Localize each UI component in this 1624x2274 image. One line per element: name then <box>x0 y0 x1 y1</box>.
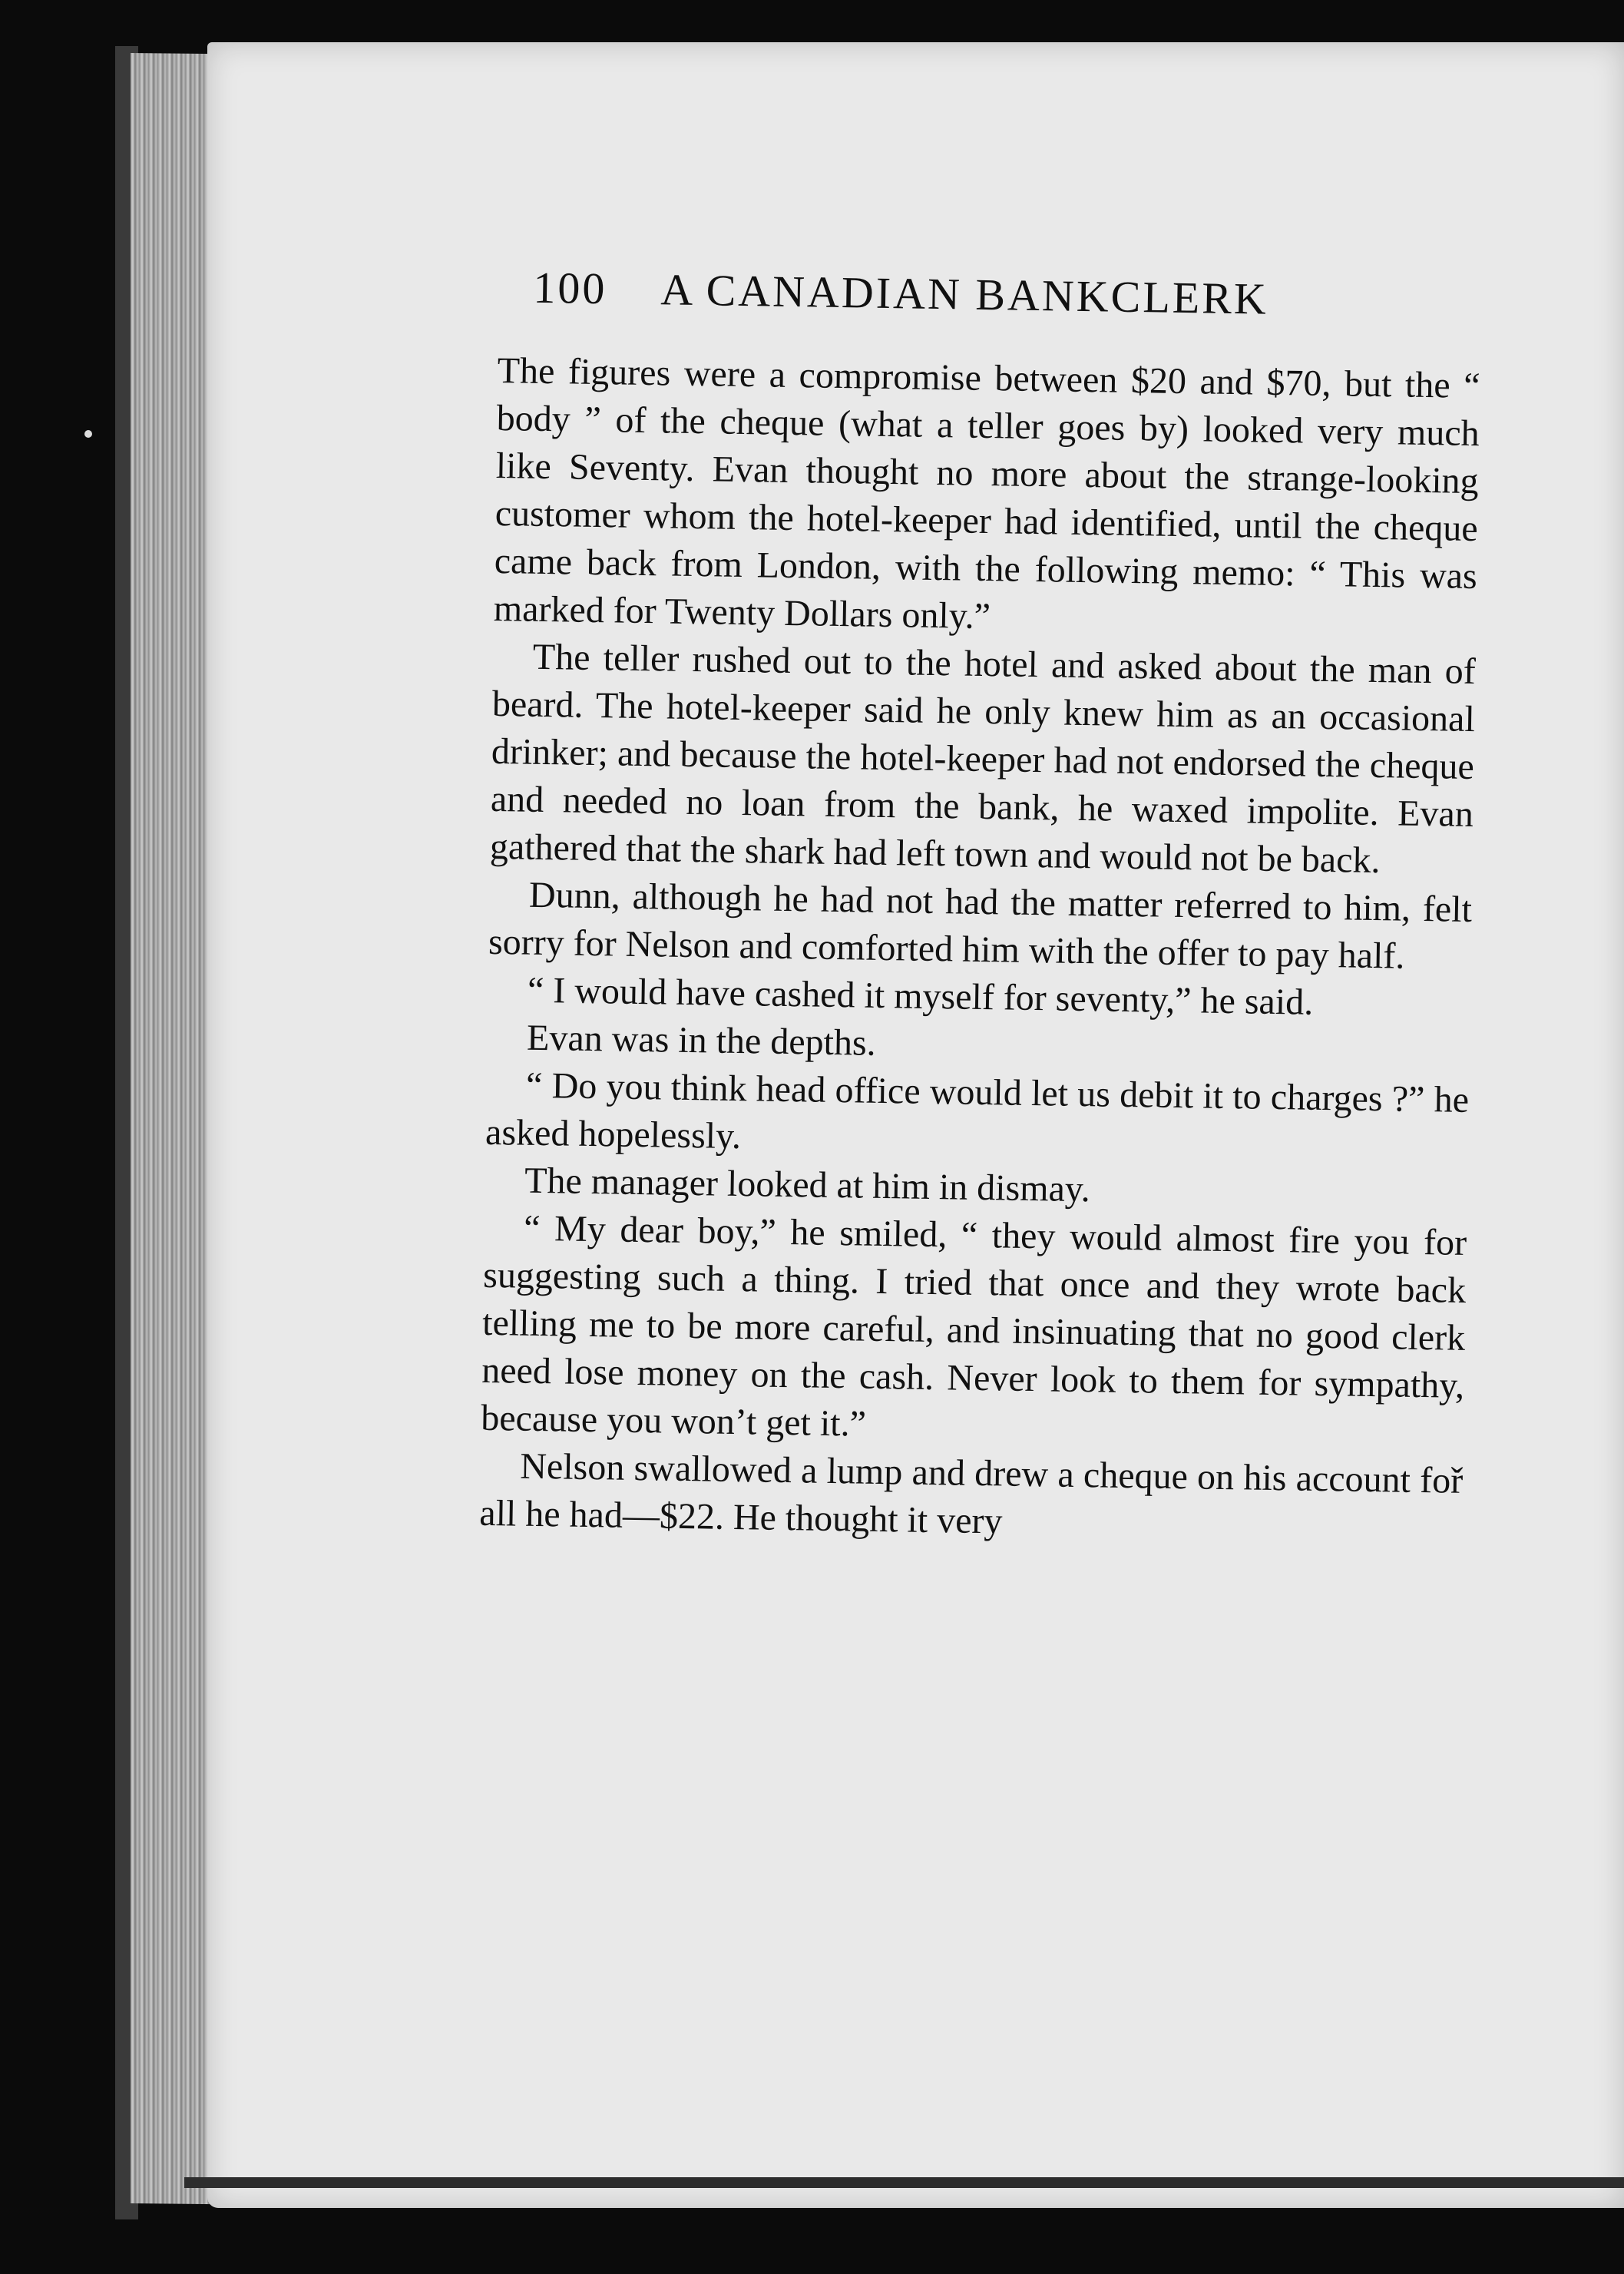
scan-speck <box>84 430 92 438</box>
paragraph: “ Do you think head office would let us debit it to charges ?” he asked hopelessly. <box>485 1064 1470 1157</box>
paragraph: “ My dear boy,” he smiled, “ they would almost fire you for suggesting such a thing. I tried that once and they wrote back telling me to be more careful, and insinuating that no good clerk need lose money on the cash. Never look to them for sympathy, because you won’t get it.” <box>480 1207 1467 1445</box>
page-number: 100 <box>532 262 607 314</box>
paragraph: The teller rushed out to the hotel and asked about the man of beard. The hotel-keeper said he only knew him as an occasional drinker; and because the hotel-keeper had not endorsed the cheque and needed no loan from the bank, he waxed impolite. Evan gathered that the shark had left town and would not be back. <box>489 636 1477 882</box>
running-title: A CANADIAN BANKCLERK <box>660 264 1269 324</box>
paragraph: Evan was in the depths. <box>526 1017 877 1064</box>
paragraph: The manager looked at him in dismay. <box>524 1160 1091 1210</box>
paragraph: “ I would have cashed it myself for seventy,” he said. <box>527 969 1314 1023</box>
body-text <box>479 347 1480 1553</box>
paragraph: The figures were a compromise between $20 and $70, but the “ body ” of the cheque (what a teller goes by) looked very much like Seventy. Evan thought no more about the strange-looking customer whom the hotel-keeper had identified, until the cheque came back from London, with the following memo: “ This was marked for Twenty Dollars only.” <box>493 349 1481 637</box>
paragraph: Nelson swallowed a lump and drew a cheque on his account foř all he had—$22. He thought it very <box>478 1445 1464 1542</box>
page-bottom-edge <box>184 2177 1624 2188</box>
page-content <box>479 261 1482 1553</box>
paragraph: Dunn, although he had not had the matter referred to him, felt sorry for Nelson and comforted him with the offer to pay half. <box>488 874 1473 977</box>
